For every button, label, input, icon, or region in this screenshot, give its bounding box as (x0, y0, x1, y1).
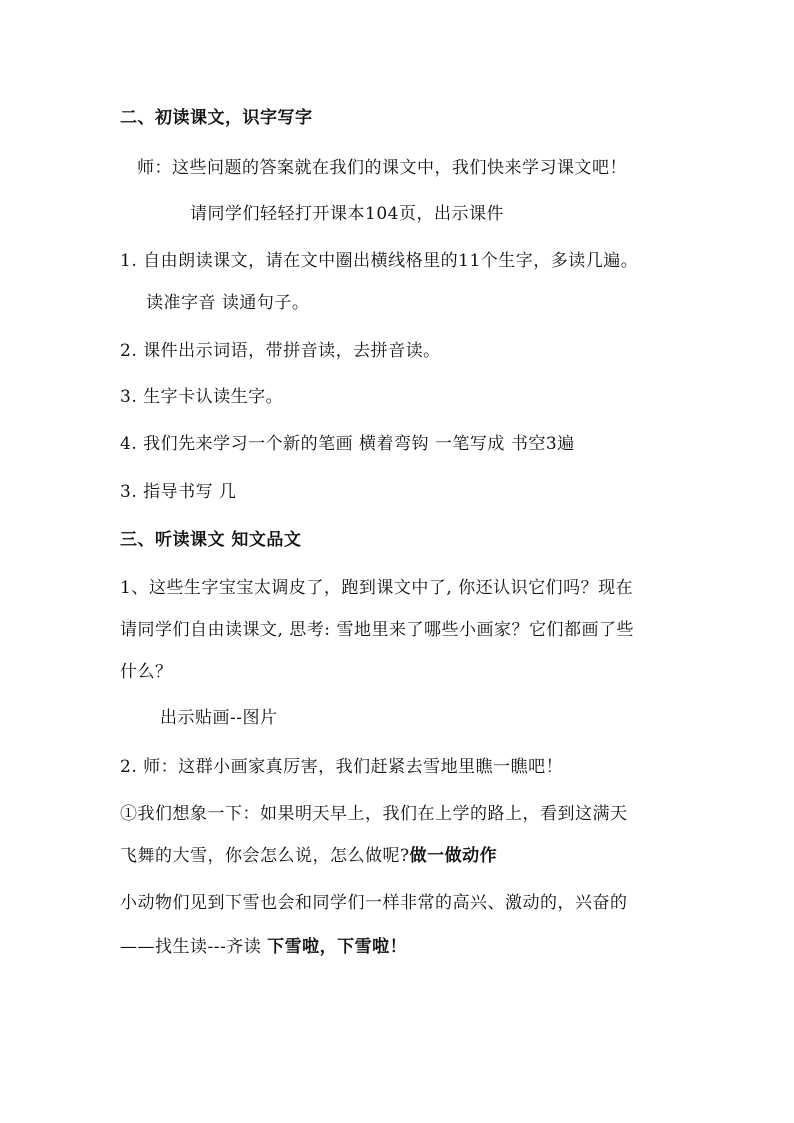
emphasis-text: 做一做动作 (409, 846, 498, 866)
paragraph-text: ——找生读---齐读 (120, 937, 268, 957)
paragraph-line: 师：这些问题的答案就在我们的课文中，我们快来学习课文吧！ (137, 158, 627, 178)
paragraph-line: ①我们想象一下：如果明天早上，我们在上学的路上，看到这满天 (120, 804, 628, 824)
paragraph-line: 小动物们见到下雪也会和同学们一样非常的高兴、激动的，兴奋的 (120, 893, 628, 913)
paragraph-text: 飞舞的大雪，你会怎么说，怎么做呢? (120, 846, 410, 866)
paragraph-line (120, 845, 497, 867)
paragraph-line: 请同学们轻轻打开课本104页，出示课件 (190, 204, 504, 224)
paragraph-line: 2. 师：这群小画家真厉害，我们赶紧去雪地里瞧一瞧吧！ (120, 757, 564, 777)
section-heading-3: 三、听读课文 知文品文 (120, 530, 302, 550)
list-item-2: 2. 课件出示词语，带拼音读，去拼音读。 (120, 341, 441, 361)
paragraph-line: 1、这些生字宝宝太调皮了，跑到课文中了, 你还认识它们吗？现在 (120, 578, 634, 598)
paragraph-line (120, 936, 407, 958)
list-item-5: 3. 指导书写 几 (120, 482, 237, 502)
list-item-1-cont: 读准字音 读通句子。 (146, 293, 310, 313)
paragraph-line: 出示贴画--图片 (160, 708, 278, 728)
emphasis-text: 下雪啦，下雪啦！ (267, 937, 408, 957)
list-item-3: 3. 生字卡认读生字。 (120, 387, 284, 407)
list-item-4: 4. 我们先来学习一个新的笔画 横着弯钩 一笔写成 书空3遍 (120, 434, 575, 454)
list-item-1: 1. 自由朗读课文，请在文中圈出横线格里的11个生字，多读几遍。 (120, 251, 639, 271)
section-heading-2: 二、初读课文，识字写字 (120, 108, 313, 128)
paragraph-line: 什么？ (120, 662, 173, 682)
paragraph-line: 请同学们自由读课文, 思考: 雪地里来了哪些小画家？它们都画了些 (120, 620, 634, 640)
